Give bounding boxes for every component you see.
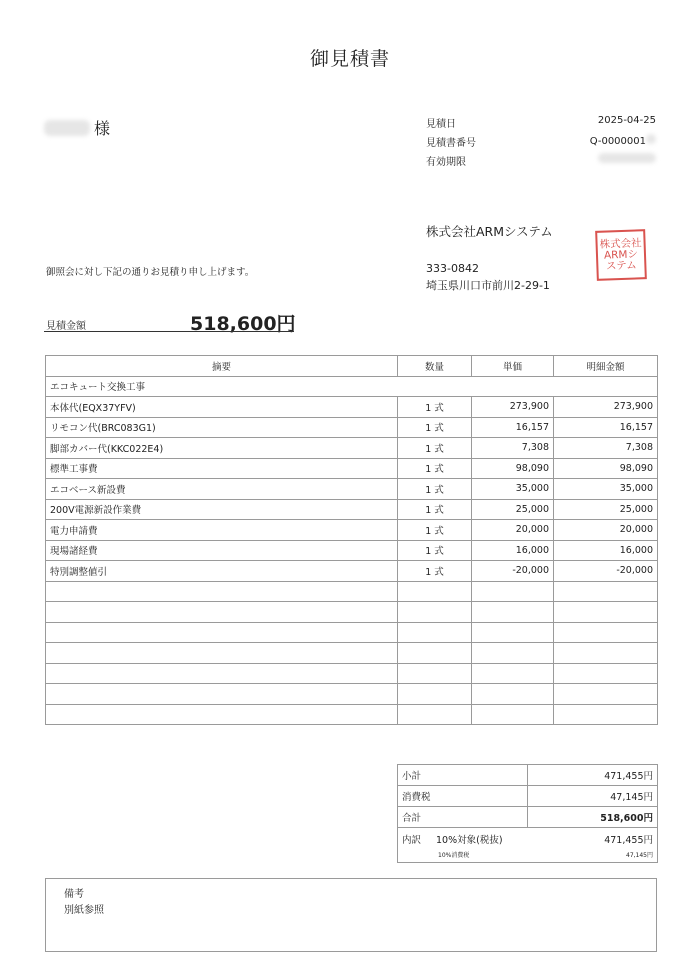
empty-row — [46, 704, 658, 725]
cell-qty: 1 式 — [398, 540, 472, 561]
amount-underline — [44, 331, 294, 332]
empty-cell — [46, 663, 398, 684]
table-row — [46, 458, 658, 479]
empty-cell — [46, 581, 398, 602]
company-address: 埼玉県川口市前川2-29-1 — [426, 279, 550, 292]
empty-row — [46, 602, 658, 623]
tax-value: 47,145円 — [528, 786, 658, 807]
table-row — [46, 540, 658, 561]
breakdown-tax-value: 47,145円 — [626, 852, 653, 859]
amount-label: 見積金額 — [46, 321, 86, 332]
table-row — [46, 479, 658, 500]
breakdown-value: 471,455円 — [604, 835, 653, 846]
total-label: 合計 — [398, 807, 528, 828]
cell-amount: -20,000 — [554, 561, 658, 582]
header-quantity: 数量 — [398, 356, 472, 377]
breakdown-sub-label: 10%対象(税抜) — [436, 835, 503, 846]
tax-label: 消費税 — [398, 786, 528, 807]
redacted-expiry — [598, 153, 656, 163]
total-row — [398, 807, 658, 828]
empty-cell — [472, 704, 554, 725]
empty-cell — [472, 581, 554, 602]
empty-cell — [554, 581, 658, 602]
empty-row — [46, 622, 658, 643]
section-row — [46, 376, 658, 397]
cell-unit: 35,000 — [472, 479, 554, 500]
empty-cell — [398, 663, 472, 684]
empty-cell — [46, 643, 398, 664]
company-zip: 333-0842 — [426, 262, 479, 275]
subtotal-row — [398, 765, 658, 786]
cell-amount: 98,090 — [554, 458, 658, 479]
cell-unit: 7,308 — [472, 438, 554, 459]
intro-text: 御照会に対し下記の通りお見積り申し上げます。 — [46, 267, 255, 278]
cell-unit: 16,000 — [472, 540, 554, 561]
empty-row — [46, 684, 658, 705]
empty-cell — [398, 704, 472, 725]
cell-desc: 標準工事費 — [46, 458, 398, 479]
cell-desc: 特別調整値引 — [46, 561, 398, 582]
empty-cell — [46, 684, 398, 705]
company-name: 株式会社ARMシステム — [426, 224, 553, 239]
empty-cell — [554, 622, 658, 643]
total-value: 518,600円 — [528, 807, 658, 828]
cell-unit: 16,157 — [472, 417, 554, 438]
breakdown-label: 内訳 — [402, 835, 422, 846]
cell-qty: 1 式 — [398, 520, 472, 541]
empty-row — [46, 581, 658, 602]
expiry-value — [598, 153, 656, 166]
cell-desc: 現場諸経費 — [46, 540, 398, 561]
empty-cell — [46, 704, 398, 725]
breakdown-cell — [398, 828, 658, 863]
empty-cell — [398, 643, 472, 664]
empty-cell — [554, 602, 658, 623]
date-value: 2025-04-25 — [597, 115, 656, 126]
remarks-text: 別紙参照 — [64, 905, 104, 916]
empty-cell — [472, 622, 554, 643]
breakdown-row — [398, 828, 658, 863]
quote-meta — [426, 115, 658, 172]
header-unit-price: 単価 — [472, 356, 554, 377]
cell-qty: 1 式 — [398, 417, 472, 438]
cell-amount: 273,900 — [554, 397, 658, 418]
cell-amount: 16,000 — [554, 540, 658, 561]
empty-cell — [46, 602, 398, 623]
tax-row — [398, 786, 658, 807]
subtotal-label: 小計 — [398, 765, 528, 786]
cell-desc: 電力申請費 — [46, 520, 398, 541]
cell-desc: エコベース新設費 — [46, 479, 398, 500]
date-label: 見積日 — [426, 119, 456, 130]
empty-cell — [554, 704, 658, 725]
empty-row — [46, 643, 658, 664]
remarks-box — [45, 878, 657, 952]
cell-qty: 1 式 — [398, 438, 472, 459]
number-label: 見積書番号 — [426, 138, 476, 149]
empty-cell — [398, 581, 472, 602]
meta-expiry-row — [426, 153, 658, 172]
header-description: 摘要 — [46, 356, 398, 377]
table-row — [46, 499, 658, 520]
table-row — [46, 438, 658, 459]
cell-amount: 35,000 — [554, 479, 658, 500]
cell-qty: 1 式 — [398, 499, 472, 520]
redacted-customer-name — [44, 120, 90, 136]
cell-qty: 1 式 — [398, 561, 472, 582]
number-value-wrap — [590, 134, 656, 147]
cell-unit: 98,090 — [472, 458, 554, 479]
table-row — [46, 417, 658, 438]
section-title: エコキュート交換工事 — [46, 376, 658, 397]
number-value: Q-0000001 — [589, 136, 646, 147]
cell-amount: 16,157 — [554, 417, 658, 438]
table-row — [46, 397, 658, 418]
empty-cell — [554, 663, 658, 684]
items-table — [45, 355, 658, 725]
header-amount: 明細金額 — [554, 356, 658, 377]
breakdown — [398, 828, 657, 862]
remarks-label: 備考 — [64, 889, 84, 900]
cell-desc: 200V電源新設作業費 — [46, 499, 398, 520]
cell-amount: 25,000 — [554, 499, 658, 520]
seal-text: 株式会社ARMシステム — [599, 236, 642, 273]
table-header-row — [46, 356, 658, 377]
redacted-number-suffix — [646, 134, 656, 144]
cell-amount: 7,308 — [554, 438, 658, 459]
subtotal-value: 471,455円 — [528, 765, 658, 786]
cell-unit: 25,000 — [472, 499, 554, 520]
empty-cell — [554, 643, 658, 664]
expiry-label: 有効期限 — [426, 157, 466, 168]
empty-cell — [472, 663, 554, 684]
table-row — [46, 520, 658, 541]
company-seal — [595, 229, 647, 281]
empty-row — [46, 663, 658, 684]
meta-date-row — [426, 115, 658, 134]
amount-value: 518,600円 — [190, 313, 296, 335]
cell-desc: リモコン代(BRC083G1) — [46, 417, 398, 438]
meta-number-row — [426, 134, 658, 153]
customer-suffix: 様 — [94, 119, 111, 138]
cell-unit: 273,900 — [472, 397, 554, 418]
cell-qty: 1 式 — [398, 479, 472, 500]
breakdown-tax-label: 10%消費税 — [438, 852, 470, 859]
empty-cell — [472, 643, 554, 664]
empty-cell — [398, 602, 472, 623]
empty-cell — [398, 684, 472, 705]
table-row — [46, 561, 658, 582]
cell-unit: 20,000 — [472, 520, 554, 541]
cell-desc: 本体代(EQX37YFV) — [46, 397, 398, 418]
empty-cell — [46, 622, 398, 643]
empty-cell — [398, 622, 472, 643]
customer-name — [44, 116, 110, 139]
cell-unit: -20,000 — [472, 561, 554, 582]
cell-desc: 脚部カバー代(KKC022E4) — [46, 438, 398, 459]
empty-cell — [472, 602, 554, 623]
empty-cell — [554, 684, 658, 705]
cell-qty: 1 式 — [398, 458, 472, 479]
cell-qty: 1 式 — [398, 397, 472, 418]
empty-cell — [472, 684, 554, 705]
document-title: 御見積書 — [309, 48, 390, 70]
cell-amount: 20,000 — [554, 520, 658, 541]
totals-table — [397, 764, 658, 863]
